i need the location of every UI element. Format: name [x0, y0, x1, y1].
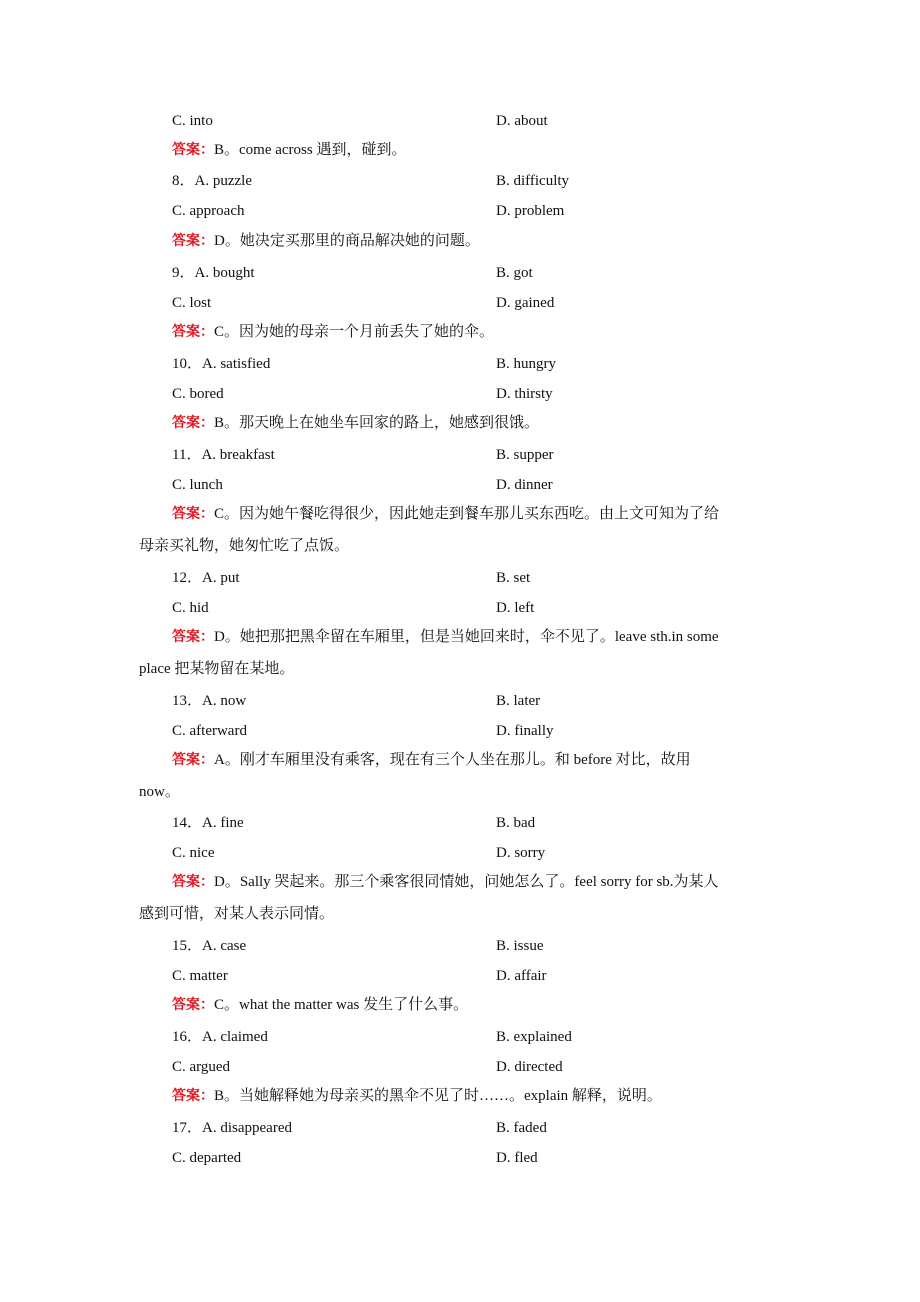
- option-a: A. breakfast: [201, 447, 275, 463]
- option-c: C. approach: [172, 203, 245, 219]
- option-b: B. bad: [496, 815, 536, 831]
- question-number-option-a: [172, 567, 240, 589]
- option-c: C. into: [172, 113, 213, 129]
- option-d: D. directed: [496, 1059, 563, 1075]
- question-number: 13．: [172, 693, 203, 709]
- option-a: A. put: [202, 570, 240, 586]
- option-row: [172, 474, 792, 496]
- option-c: C. bored: [172, 386, 224, 402]
- answer-label: 答案：: [172, 506, 214, 522]
- answer-continuation: place 把某物留在某地。: [139, 661, 295, 677]
- answer-text: A。刚才车厢里没有乘客，现在有三个人坐在那儿。和 before 对比，故用: [214, 752, 691, 768]
- answer-text: D。她决定买那里的商品解决她的问题。: [214, 233, 480, 249]
- option-b: B. explained: [496, 1029, 572, 1045]
- option-row: [172, 965, 792, 987]
- question-number: 17．: [172, 1120, 203, 1136]
- answer-line: [172, 230, 782, 252]
- answer-text: B。那天晚上在她坐车回家的路上，她感到很饿。: [214, 415, 540, 431]
- option-b: B. issue: [496, 938, 544, 954]
- question-number: 12．: [172, 570, 203, 586]
- answer-line: [172, 412, 782, 434]
- option-row: [172, 935, 792, 957]
- option-d: D. left: [496, 600, 535, 616]
- question-number-option-a: [172, 444, 275, 466]
- answer-label: 答案：: [172, 233, 214, 249]
- question-number-option-a: [172, 812, 244, 834]
- answer-line: [172, 139, 782, 161]
- option-d: D. sorry: [496, 845, 546, 861]
- option-b: B. set: [496, 570, 531, 586]
- answer-line: [172, 749, 782, 771]
- option-d: D. affair: [496, 968, 547, 984]
- option-row: [172, 110, 792, 132]
- answer-continuation: 母亲买礼物，她匆忙吃了点饭。: [139, 538, 350, 554]
- question-number: 11．: [172, 447, 202, 463]
- option-d: D. thirsty: [496, 386, 553, 402]
- answer-line: [172, 1085, 782, 1107]
- option-row: [172, 292, 792, 314]
- option-row: [172, 1026, 792, 1048]
- question-number: 8．: [172, 173, 195, 189]
- option-d: D. problem: [496, 203, 565, 219]
- option-row: [172, 720, 792, 742]
- option-d: D. gained: [496, 295, 555, 311]
- option-row: [172, 567, 792, 589]
- answer-text: C。因为她的母亲一个月前丢失了她的伞。: [214, 324, 495, 340]
- option-c: C. departed: [172, 1150, 242, 1166]
- option-a: A. fine: [202, 815, 244, 831]
- option-d: D. fled: [496, 1150, 538, 1166]
- option-b: B. got: [496, 265, 533, 281]
- answer-line: [172, 321, 782, 343]
- answer-text: D。Sally 哭起来。那三个乘客很同情她，问她怎么了。feel sorry for sb.为某人: [214, 874, 719, 890]
- option-b: B. supper: [496, 447, 554, 463]
- option-row: [172, 597, 792, 619]
- option-row: [172, 353, 792, 375]
- answer-label: 答案：: [172, 997, 214, 1013]
- option-row: [172, 262, 792, 284]
- question-number: 15．: [172, 938, 203, 954]
- option-row: [172, 383, 792, 405]
- answer-label: 答案：: [172, 752, 214, 768]
- answer-continuation: 感到可惜，对某人表示同情。: [139, 906, 335, 922]
- option-b: B. faded: [496, 1120, 547, 1136]
- option-d: D. about: [496, 113, 548, 129]
- answer-text: D。她把那把黑伞留在车厢里，但是当她回来时，伞不见了。leave sth.in some: [214, 629, 719, 645]
- option-a: A. claimed: [202, 1029, 268, 1045]
- option-row: [172, 1147, 792, 1169]
- answer-label: 答案：: [172, 1088, 214, 1104]
- answer-label: 答案：: [172, 324, 214, 340]
- question-number: 16．: [172, 1029, 203, 1045]
- answer-text: B。come across 遇到，碰到。: [214, 142, 407, 158]
- option-a: A. satisfied: [202, 356, 271, 372]
- option-row: [172, 170, 792, 192]
- answer-continuation: now。: [139, 784, 180, 800]
- option-row: [172, 200, 792, 222]
- answer-label: 答案：: [172, 142, 214, 158]
- question-number: 10．: [172, 356, 203, 372]
- answer-label: 答案：: [172, 629, 214, 645]
- option-row: [172, 812, 792, 834]
- question-number: 9．: [172, 265, 195, 281]
- answer-line: [172, 994, 782, 1016]
- question-number-option-a: [172, 1026, 268, 1048]
- option-a: A. now: [202, 693, 247, 709]
- option-a: A. puzzle: [194, 173, 252, 189]
- option-b: B. later: [496, 693, 541, 709]
- option-row: [172, 1056, 792, 1078]
- question-number-option-a: [172, 170, 252, 192]
- answer-line: [172, 626, 782, 648]
- option-a: A. disappeared: [202, 1120, 292, 1136]
- option-c: C. afterward: [172, 723, 247, 739]
- option-a: A. case: [202, 938, 247, 954]
- option-b: B. difficulty: [496, 173, 570, 189]
- option-d: D. finally: [496, 723, 554, 739]
- question-number-option-a: [172, 935, 246, 957]
- option-c: C. lost: [172, 295, 212, 311]
- option-b: B. hungry: [496, 356, 556, 372]
- option-c: C. matter: [172, 968, 228, 984]
- option-c: C. nice: [172, 845, 215, 861]
- answer-text: C。what the matter was 发生了什么事。: [214, 997, 469, 1013]
- option-c: C. hid: [172, 600, 209, 616]
- option-a: A. bought: [194, 265, 255, 281]
- answer-label: 答案：: [172, 874, 214, 890]
- answer-text: B。当她解释她为母亲买的黑伞不见了时……。explain 解释，说明。: [214, 1088, 662, 1104]
- answer-line: [172, 503, 782, 525]
- question-number-option-a: [172, 262, 255, 284]
- question-number-option-a: [172, 353, 270, 375]
- option-c: C. lunch: [172, 477, 223, 493]
- option-row: [172, 1117, 792, 1139]
- answer-text: C。因为她午餐吃得很少，因此她走到餐车那儿买东西吃。由上文可知为了给: [214, 506, 720, 522]
- option-row: [172, 444, 792, 466]
- question-number: 14．: [172, 815, 203, 831]
- question-number-option-a: [172, 690, 246, 712]
- option-row: [172, 842, 792, 864]
- question-number-option-a: [172, 1117, 292, 1139]
- answer-label: 答案：: [172, 415, 214, 431]
- option-c: C. argued: [172, 1059, 231, 1075]
- option-d: D. dinner: [496, 477, 553, 493]
- answer-line: [172, 871, 782, 893]
- option-row: [172, 690, 792, 712]
